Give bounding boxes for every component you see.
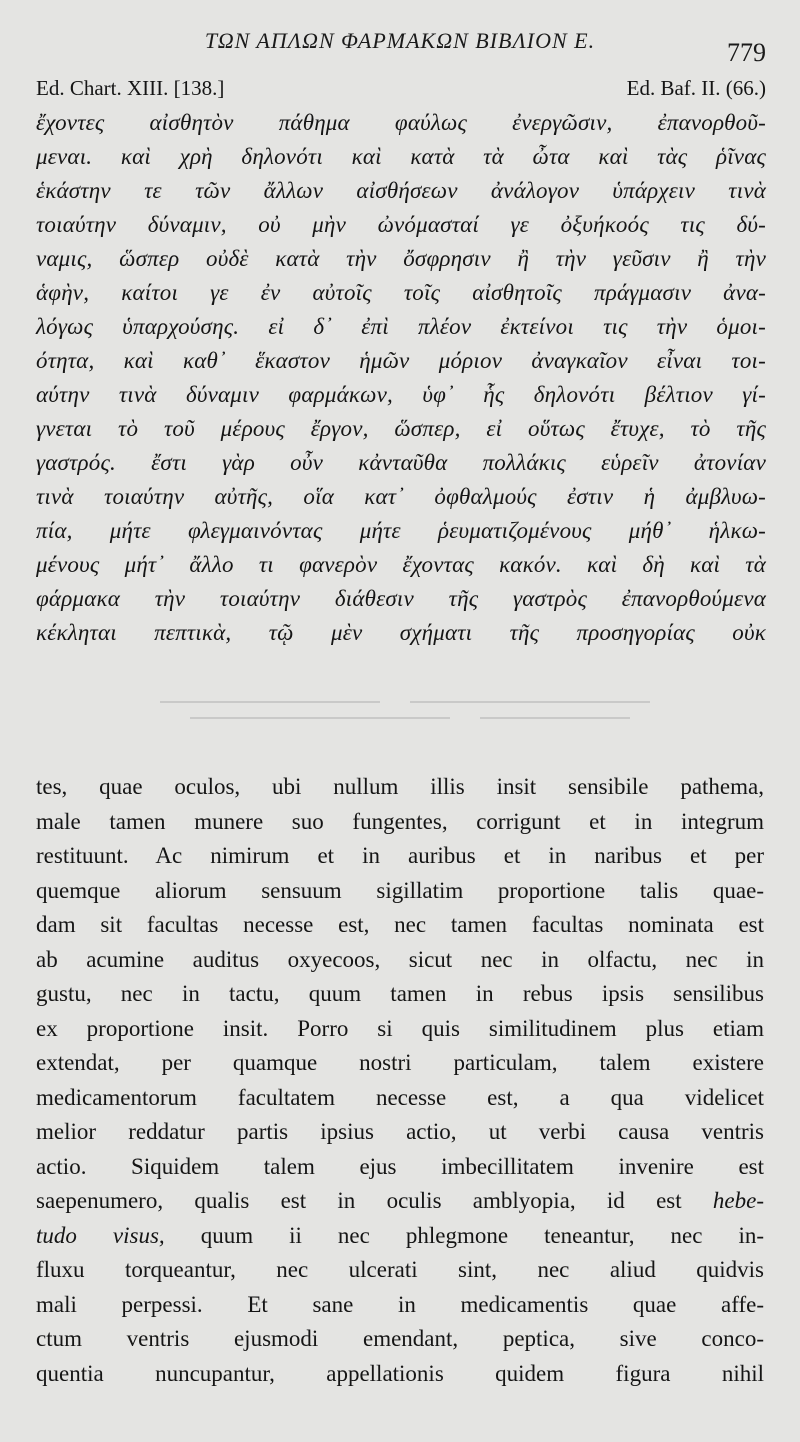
latin-text-segment: ex proportione insit. Porro si quis similitudinem plus etiam xyxy=(36,1015,764,1041)
latin-text-line xyxy=(36,1150,764,1185)
latin-text-segment: fluxu torqueantur, nec ulcerati sint, nec aliud quidvis xyxy=(36,1257,764,1282)
latin-text-line xyxy=(36,770,764,805)
greek-text-line: ἔχοντες αἰσθητὸν πάθημα φαύλως ἐνεργῶσιν, ἐπανορθοῦ- xyxy=(36,110,766,135)
latin-italic-segment: tudo visus, xyxy=(36,1222,165,1248)
greek-text-line: φάρμακα τὴν τοιαύτην διάθεσιν τῆς γαστρὸς ἐπανορθούμενα xyxy=(36,586,766,611)
latin-text-line xyxy=(36,977,764,1012)
greek-text-line: γνεται τὸ τοῦ μέρους ἔργον, ὥσπερ, εἰ οὕτως ἔτυχε, τὸ τῆς xyxy=(36,416,766,441)
greek-text-line: ναμις, ὥσπερ οὐδὲ κατὰ τὴν ὄσφρησιν ἢ τὴν γεῦσιν ἢ τὴν xyxy=(36,246,766,271)
latin-text-line xyxy=(36,943,764,978)
greek-text-line: ἁφὴν, καίτοι γε ἐν αὐτοῖς τοῖς αἰσθητοῖς πράγμασιν ἀνα- xyxy=(36,280,766,305)
greek-text-line: μένους μήτ᾽ ἄλλο τι φανερὸν ἔχοντας κακόν. καὶ δὴ καὶ τὰ xyxy=(36,552,766,577)
bleed-through-marks xyxy=(150,690,670,730)
latin-text-segment: gustu, nec in tactu, quum tamen in rebus ipsis sensilibus xyxy=(36,981,764,1006)
edition-reference-chartier: Ed. Chart. XIII. [138.] xyxy=(36,76,225,100)
latin-text-segment: extendat, per quamque nostri particulam, talem existere xyxy=(36,1050,764,1075)
greek-text-line: γαστρός. ἔστι γὰρ οὖν κἀνταῦθα πολλάκις εὑρεῖν ἀτονίαν xyxy=(36,450,766,475)
latin-text-line xyxy=(36,1219,764,1254)
latin-text-segment: quum ii nec phlegmone teneantur, nec in- xyxy=(164,1222,764,1248)
latin-text-segment: medicamentorum facultatem necesse est, a qua videlicet xyxy=(36,1084,764,1110)
greek-text-line: κέκληται πεπτικὰ, τῷ μὲν σχήματι τῆς προσηγορίας οὐκ xyxy=(36,620,766,645)
edition-reference-basel: Ed. Baf. II. (66.) xyxy=(626,76,766,100)
latin-text-segment: ab acumine auditus oxyecoos, sicut nec in olfactu, nec in xyxy=(36,946,764,972)
latin-italic-segment: hebe- xyxy=(712,1188,764,1213)
latin-text-line xyxy=(36,1184,764,1219)
latin-text-segment: quentia nuncupantur, appellationis quidem figura nihil xyxy=(36,1360,764,1386)
latin-text-line xyxy=(36,1046,764,1081)
greek-text-line: λόγως ὑπαρχούσης. εἰ δ᾽ ἐπὶ πλέον ἐκτείνοι τις τὴν ὁμοι- xyxy=(36,314,766,339)
greek-text-line: τοιαύτην δύναμιν, οὐ μὴν ὠνόμασταί γε ὀξυήκοός τις δύ- xyxy=(36,212,766,237)
latin-text-line xyxy=(36,1288,764,1323)
latin-text-line xyxy=(36,805,764,840)
latin-text-segment: ctum ventris ejusmodi emendant, peptica, sive conco- xyxy=(36,1326,764,1351)
latin-text-line xyxy=(36,839,764,874)
latin-text-line xyxy=(36,1357,764,1392)
latin-text-line xyxy=(36,1322,764,1357)
latin-text-line xyxy=(36,1081,764,1116)
page-number: 779 xyxy=(727,38,766,67)
latin-text-line xyxy=(36,1253,764,1288)
running-title: ΤΩΝ ΑΠΛΩΝ ΦΑΡΜΑΚΩΝ ΒΙΒΛΙΟΝ Ε. xyxy=(204,28,596,53)
latin-text-segment: tes, quae oculos, ubi nullum illis insit sensibile pathema, xyxy=(36,774,764,799)
latin-text-line xyxy=(36,1115,764,1150)
greek-text-line: ότητα, καὶ καθ᾽ ἕκαστον ἡμῶν μόριον ἀναγκαῖον εἶναι τοι- xyxy=(36,348,766,373)
greek-text-line: τινὰ τοιαύτην αὐτῆς, οἵα κατ᾽ ὀφθαλμούς ἐστιν ἡ ἀμβλυω- xyxy=(36,484,766,509)
latin-text-line xyxy=(36,1012,764,1047)
latin-text-segment: restituunt. Ac nimirum et in auribus et in naribus et per xyxy=(36,843,764,868)
latin-text-segment: saepenumero, qualis est in oculis amblyopia, id est xyxy=(36,1188,713,1213)
latin-text-segment: mali perpessi. Et sane in medicamentis quae affe- xyxy=(36,1291,764,1317)
latin-text-segment: dam sit facultas necesse est, nec tamen facultas nominata est xyxy=(36,912,764,937)
latin-text-segment: quemque aliorum sensuum sigillatim proportione talis quae- xyxy=(36,877,764,903)
latin-text-block xyxy=(36,770,764,1391)
latin-text-segment: actio. Siquidem talem ejus imbecillitatem invenire est xyxy=(36,1153,764,1179)
greek-text-line: μεναι. καὶ χρὴ δηλονότι καὶ κατὰ τὰ ὦτα καὶ τὰς ῥῖνας xyxy=(36,144,766,169)
latin-text-segment: male tamen munere suo fungentes, corrigunt et in integrum xyxy=(36,808,764,834)
latin-text-line xyxy=(36,908,764,943)
greek-text-line: ἑκάστην τε τῶν ἄλλων αἰσθήσεων ἀνάλογον ὑπάρχειν τινὰ xyxy=(36,178,766,203)
greek-text-block xyxy=(36,106,766,650)
latin-text-segment: melior reddatur partis ipsius actio, ut verbi causa ventris xyxy=(36,1119,764,1144)
greek-text-line: αύτην τινὰ δύναμιν φαρμάκων, ὑφ᾽ ἧς δηλονότι βέλτιον γί- xyxy=(36,382,766,407)
latin-text-line xyxy=(36,874,764,909)
greek-text-line: πία, μήτε φλεγμαινόντας μήτε ῥευματιζομένους μήθ᾽ ἡλκω- xyxy=(36,518,766,543)
